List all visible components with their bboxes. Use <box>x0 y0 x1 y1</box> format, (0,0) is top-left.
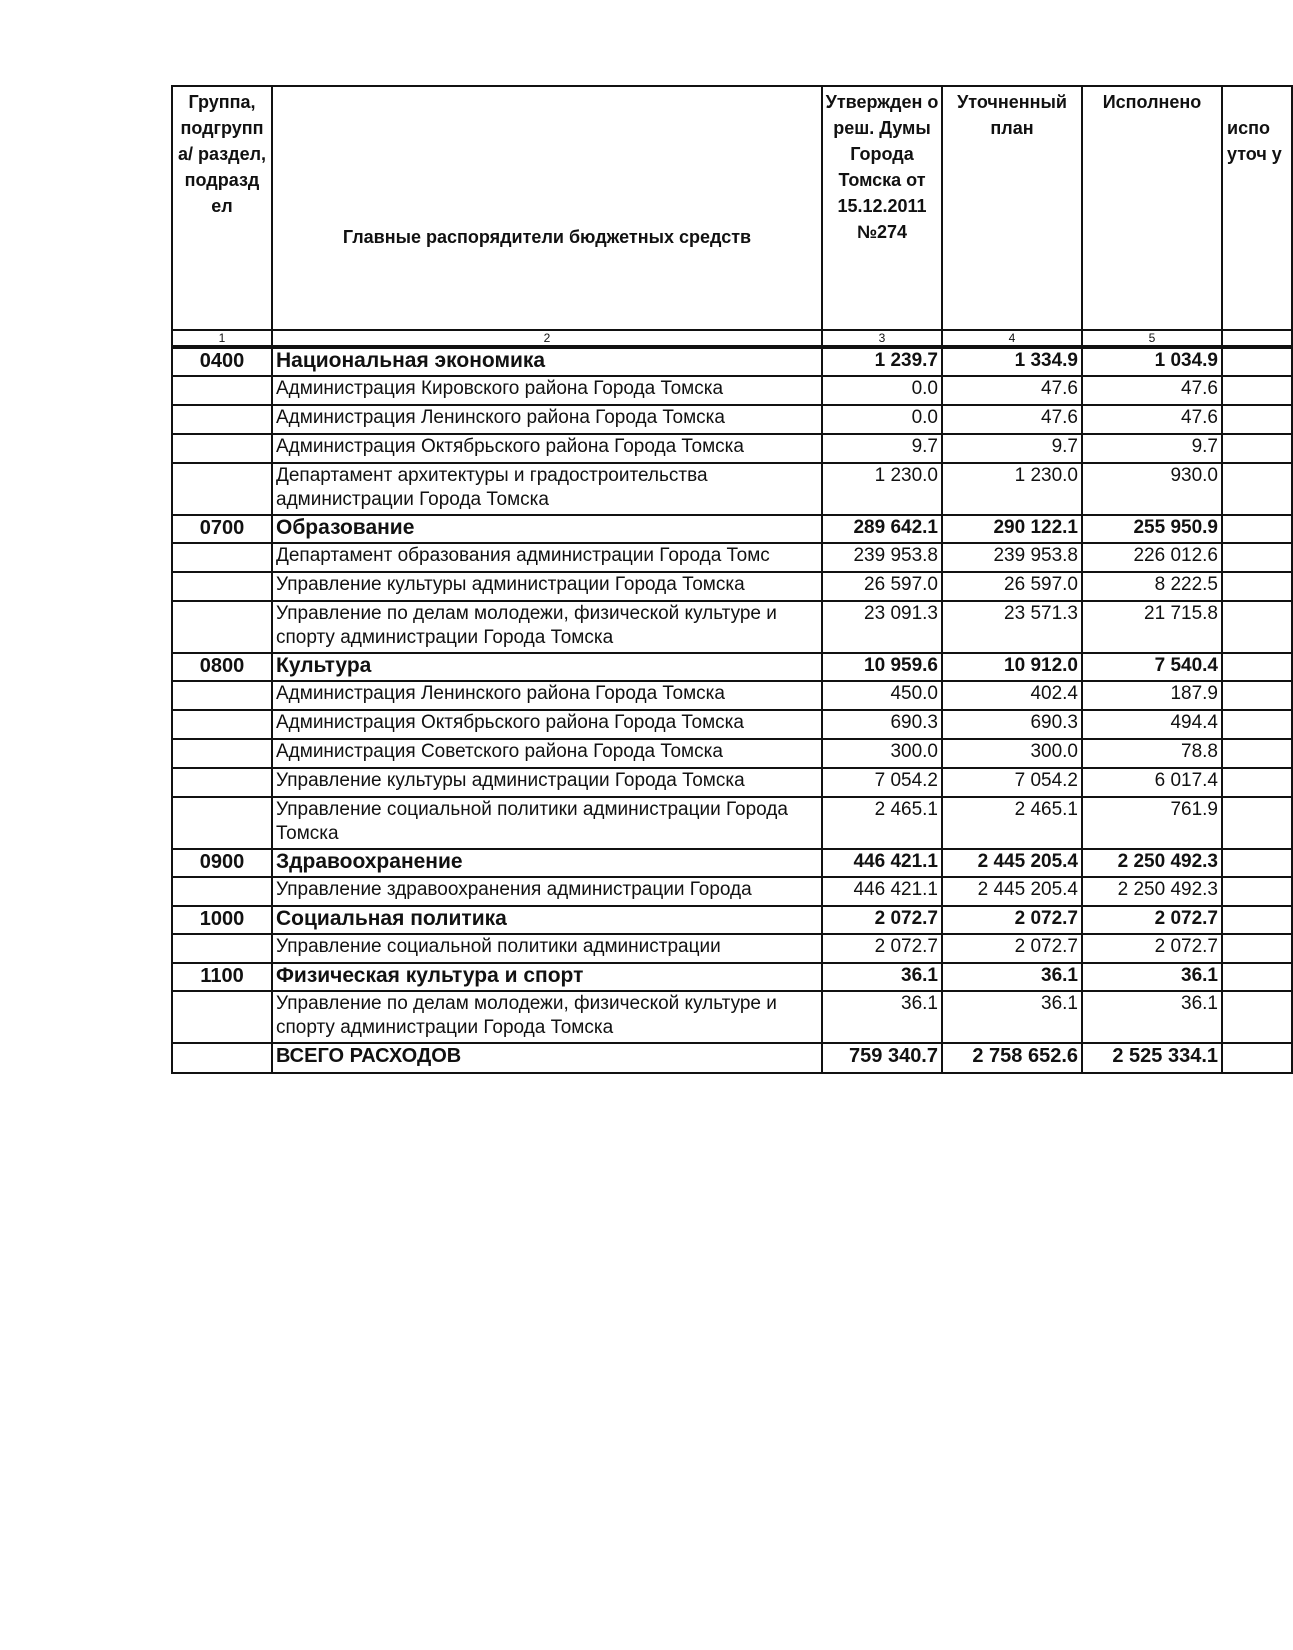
percent-cell <box>1222 681 1292 710</box>
percent-cell <box>1222 906 1292 934</box>
table-row <box>172 601 1292 653</box>
approved-value-cell: 289 642.1 <box>822 515 942 543</box>
approved-value-cell: 2 072.7 <box>822 934 942 963</box>
approved-value-cell: 2 072.7 <box>822 906 942 934</box>
table-row <box>172 434 1292 463</box>
approved-value-cell: 239 953.8 <box>822 543 942 572</box>
revised-plan-value-cell: 2 445 205.4 <box>942 849 1082 877</box>
revised-plan-value-cell: 36.1 <box>942 963 1082 991</box>
administrator-name-cell: Администрация Советского района Города Томска <box>272 739 822 768</box>
revised-plan-value-cell: 36.1 <box>942 991 1082 1043</box>
approved-value-cell: 10 959.6 <box>822 653 942 681</box>
approved-value-cell: 446 421.1 <box>822 849 942 877</box>
executed-value-cell: 9.7 <box>1082 434 1222 463</box>
total-label-cell: ВСЕГО РАСХОДОВ <box>272 1043 822 1073</box>
revised-plan-value-cell: 2 072.7 <box>942 934 1082 963</box>
approved-value-cell: 2 465.1 <box>822 797 942 849</box>
table-row <box>172 405 1292 434</box>
approved-value-cell: 0.0 <box>822 376 942 405</box>
executed-value-cell: 930.0 <box>1082 463 1222 515</box>
executed-value-cell: 494.4 <box>1082 710 1222 739</box>
group-code-cell <box>172 739 272 768</box>
revised-plan-value-cell: 10 912.0 <box>942 653 1082 681</box>
budget-table <box>171 85 1293 1074</box>
revised-plan-value-cell: 300.0 <box>942 739 1082 768</box>
administrator-name-cell: Социальная политика <box>272 906 822 934</box>
percent-cell <box>1222 739 1292 768</box>
column-number: 5 <box>1082 330 1222 347</box>
revised-plan-value-cell: 239 953.8 <box>942 543 1082 572</box>
column-number: 1 <box>172 330 272 347</box>
revised-plan-value-cell: 290 122.1 <box>942 515 1082 543</box>
section-row <box>172 347 1292 376</box>
table-row <box>172 739 1292 768</box>
revised-plan-value-cell: 2 072.7 <box>942 906 1082 934</box>
approved-value-cell: 23 091.3 <box>822 601 942 653</box>
section-row <box>172 849 1292 877</box>
revised-plan-value-cell: 1 230.0 <box>942 463 1082 515</box>
revised-plan-value-cell: 47.6 <box>942 376 1082 405</box>
section-row <box>172 906 1292 934</box>
executed-value-cell: 2 250 492.3 <box>1082 849 1222 877</box>
table-row <box>172 543 1292 572</box>
executed-value-cell: 36.1 <box>1082 991 1222 1043</box>
executed-value-cell: 255 950.9 <box>1082 515 1222 543</box>
approved-value-cell: 450.0 <box>822 681 942 710</box>
table-row <box>172 710 1292 739</box>
group-code-cell <box>172 681 272 710</box>
approved-value-cell: 26 597.0 <box>822 572 942 601</box>
administrator-name-cell: Администрация Ленинского района Города Томска <box>272 405 822 434</box>
table-row <box>172 877 1292 906</box>
revised-plan-value-cell: 7 054.2 <box>942 768 1082 797</box>
administrator-name-cell: Здравоохранение <box>272 849 822 877</box>
section-row <box>172 963 1292 991</box>
executed-value-cell: 47.6 <box>1082 405 1222 434</box>
revised-plan-value-cell: 1 334.9 <box>942 347 1082 376</box>
table-row <box>172 934 1292 963</box>
revised-plan-value-cell: 2 465.1 <box>942 797 1082 849</box>
percent-cell <box>1222 710 1292 739</box>
administrator-name-cell: Администрация Октябрьского района Города Томска <box>272 434 822 463</box>
total-approved-cell: 759 340.7 <box>822 1043 942 1073</box>
percent-cell <box>1222 347 1292 376</box>
header-administrators: Главные распорядители бюджетных средств <box>272 86 822 330</box>
administrator-name-cell: Департамент архитектуры и градостроительства администрации Города Томска <box>272 463 822 515</box>
group-code-cell <box>172 463 272 515</box>
revised-plan-value-cell: 26 597.0 <box>942 572 1082 601</box>
executed-value-cell: 2 072.7 <box>1082 934 1222 963</box>
administrator-name-cell: Управление здравоохранения администрации Города <box>272 877 822 906</box>
percent-cell <box>1222 572 1292 601</box>
percent-cell <box>1222 934 1292 963</box>
total-code-cell <box>172 1043 272 1073</box>
column-number: 3 <box>822 330 942 347</box>
revised-plan-value-cell: 9.7 <box>942 434 1082 463</box>
revised-plan-value-cell: 690.3 <box>942 710 1082 739</box>
group-code-cell <box>172 405 272 434</box>
group-code-cell: 1100 <box>172 963 272 991</box>
administrator-name-cell: Управление социальной политики администрации <box>272 934 822 963</box>
administrator-name-cell: Администрация Ленинского района Города Томска <box>272 681 822 710</box>
group-code-cell: 0900 <box>172 849 272 877</box>
group-code-cell <box>172 768 272 797</box>
group-code-cell <box>172 434 272 463</box>
group-code-cell <box>172 376 272 405</box>
administrator-name-cell: Управление социальной политики администрации Города Томска <box>272 797 822 849</box>
group-code-cell <box>172 601 272 653</box>
executed-value-cell: 2 072.7 <box>1082 906 1222 934</box>
executed-value-cell: 7 540.4 <box>1082 653 1222 681</box>
group-code-cell <box>172 991 272 1043</box>
executed-value-cell: 2 250 492.3 <box>1082 877 1222 906</box>
header-executed: Исполнено <box>1082 86 1222 330</box>
group-code-cell: 1000 <box>172 906 272 934</box>
column-number: 2 <box>272 330 822 347</box>
administrator-name-cell: Национальная экономика <box>272 347 822 376</box>
budget-table-container <box>171 85 1282 1067</box>
executed-value-cell: 1 034.9 <box>1082 347 1222 376</box>
header-approved: Утвержден о реш. Думы Города Томска от 15.12.2011 №274 <box>822 86 942 330</box>
administrator-name-cell: Администрация Октябрьского района Города Томска <box>272 710 822 739</box>
approved-value-cell: 0.0 <box>822 405 942 434</box>
group-code-cell: 0400 <box>172 347 272 376</box>
group-code-cell <box>172 877 272 906</box>
approved-value-cell: 7 054.2 <box>822 768 942 797</box>
group-code-cell: 0700 <box>172 515 272 543</box>
executed-value-cell: 21 715.8 <box>1082 601 1222 653</box>
header-group-code: Группа, подгрупп а/ раздел, подразд ел <box>172 86 272 330</box>
percent-cell <box>1222 768 1292 797</box>
executed-value-cell: 761.9 <box>1082 797 1222 849</box>
group-code-cell <box>172 572 272 601</box>
administrator-name-cell: Администрация Кировского района Города Томска <box>272 376 822 405</box>
column-number-row <box>172 330 1292 347</box>
percent-cell <box>1222 653 1292 681</box>
executed-value-cell: 226 012.6 <box>1082 543 1222 572</box>
column-number-empty <box>1222 330 1292 347</box>
percent-cell <box>1222 877 1292 906</box>
percent-cell <box>1222 543 1292 572</box>
table-row <box>172 681 1292 710</box>
percent-cell <box>1222 963 1292 991</box>
administrator-name-cell: Культура <box>272 653 822 681</box>
approved-value-cell: 690.3 <box>822 710 942 739</box>
header-percent-cut: испо уточ у <box>1222 86 1292 330</box>
header-row <box>172 86 1292 330</box>
header-revised-plan: Уточненный план <box>942 86 1082 330</box>
percent-cell <box>1222 601 1292 653</box>
group-code-cell <box>172 710 272 739</box>
administrator-name-cell: Управление культуры администрации Города Томска <box>272 768 822 797</box>
table-row <box>172 376 1292 405</box>
percent-cell <box>1222 515 1292 543</box>
table-row <box>172 572 1292 601</box>
total-revised-cell: 2 758 652.6 <box>942 1043 1082 1073</box>
approved-value-cell: 36.1 <box>822 991 942 1043</box>
percent-cell <box>1222 434 1292 463</box>
approved-value-cell: 1 239.7 <box>822 347 942 376</box>
percent-cell <box>1222 405 1292 434</box>
percent-cell <box>1222 849 1292 877</box>
section-row <box>172 515 1292 543</box>
revised-plan-value-cell: 2 445 205.4 <box>942 877 1082 906</box>
group-code-cell: 0800 <box>172 653 272 681</box>
group-code-cell <box>172 797 272 849</box>
executed-value-cell: 78.8 <box>1082 739 1222 768</box>
revised-plan-value-cell: 23 571.3 <box>942 601 1082 653</box>
table-row <box>172 463 1292 515</box>
revised-plan-value-cell: 402.4 <box>942 681 1082 710</box>
approved-value-cell: 36.1 <box>822 963 942 991</box>
column-number: 4 <box>942 330 1082 347</box>
approved-value-cell: 1 230.0 <box>822 463 942 515</box>
group-code-cell <box>172 934 272 963</box>
administrator-name-cell: Департамент образования администрации Города Томс <box>272 543 822 572</box>
percent-cell <box>1222 797 1292 849</box>
percent-cell <box>1222 991 1292 1043</box>
percent-cell <box>1222 376 1292 405</box>
executed-value-cell: 47.6 <box>1082 376 1222 405</box>
revised-plan-value-cell: 47.6 <box>942 405 1082 434</box>
administrator-name-cell: Управление по делам молодежи, физической культуре и спорту администрации Города Томска <box>272 601 822 653</box>
executed-value-cell: 8 222.5 <box>1082 572 1222 601</box>
administrator-name-cell: Управление культуры администрации Города Томска <box>272 572 822 601</box>
approved-value-cell: 300.0 <box>822 739 942 768</box>
approved-value-cell: 446 421.1 <box>822 877 942 906</box>
table-row <box>172 991 1292 1043</box>
executed-value-cell: 36.1 <box>1082 963 1222 991</box>
administrator-name-cell: Физическая культура и спорт <box>272 963 822 991</box>
executed-value-cell: 6 017.4 <box>1082 768 1222 797</box>
table-row <box>172 797 1292 849</box>
percent-cell <box>1222 463 1292 515</box>
approved-value-cell: 9.7 <box>822 434 942 463</box>
administrator-name-cell: Управление по делам молодежи, физической культуре и спорту администрации Города Томска <box>272 991 822 1043</box>
total-executed-cell: 2 525 334.1 <box>1082 1043 1222 1073</box>
total-row <box>172 1043 1292 1073</box>
table-row <box>172 768 1292 797</box>
executed-value-cell: 187.9 <box>1082 681 1222 710</box>
group-code-cell <box>172 543 272 572</box>
total-percent-cell <box>1222 1043 1292 1073</box>
section-row <box>172 653 1292 681</box>
administrator-name-cell: Образование <box>272 515 822 543</box>
